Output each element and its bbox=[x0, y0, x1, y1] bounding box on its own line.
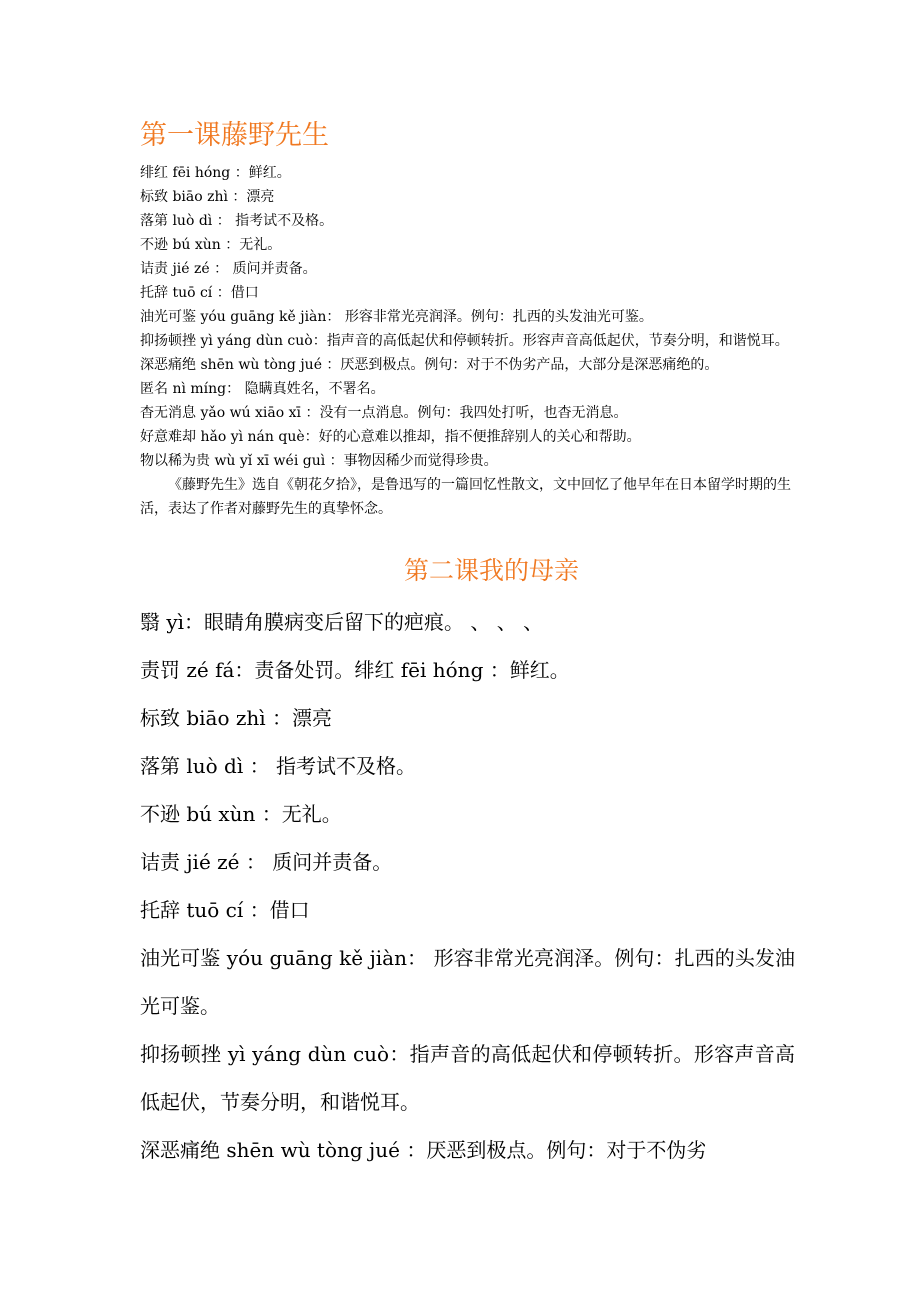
vocab-entry: 翳 yì：眼睛角膜病变后留下的疤痕。 、 、 、 bbox=[140, 610, 544, 634]
vocab-entry: 托辞 tuō cí ：借口 bbox=[140, 898, 310, 922]
vocab-entry: 落第 luò dì ： 指考试不及格。 bbox=[140, 754, 416, 778]
vocab-entry: 绯红 fēi hóng ：鲜红。 bbox=[140, 165, 291, 181]
vocab-entry: 抑扬顿挫 yì yáng dùn cuò：指声音的高低起伏和停顿转折。形容声音高低起伏，节奏分明，和谐悦耳。 bbox=[140, 1042, 795, 1114]
vocab-entry: 诘责 jié zé ： 质问并责备。 bbox=[140, 850, 393, 874]
vocab-entry: 深恶痛绝 shēn wù tòng jué ：厌恶到极点。例句：对于不伪劣产品，大部分是深恶痛绝的。 bbox=[140, 357, 719, 373]
vocab-entry: 标致 biāo zhì ：漂亮 bbox=[140, 189, 275, 205]
vocab-entry: 匿名 nì míng： 隐瞒真姓名，不署名。 bbox=[140, 381, 385, 397]
lesson1-title: 第一课藤野先生 bbox=[140, 120, 329, 151]
lesson1-summary: 《藤野先生》选自《朝花夕拾》，是鲁迅写的一篇回忆性散文，文中回忆了他早年在日本留学时期的生活，表达了作者对藤野先生的真挚怀念。 bbox=[140, 477, 791, 517]
vocab-entry: 深恶痛绝 shēn wù tòng jué ：厌恶到极点。例句：对于不伪劣 bbox=[140, 1138, 707, 1162]
vocab-entry: 杳无消息 yǎo wú xiāo xī ：没有一点消息。例句：我四处打听，也杳无消息。 bbox=[140, 405, 628, 421]
lesson1-vocabulary bbox=[140, 161, 795, 521]
vocab-entry: 物以稀为贵 wù yǐ xī wéi guì ：事物因稀少而觉得珍贵。 bbox=[140, 453, 498, 469]
vocab-entry: 标致 biāo zhì ：漂亮 bbox=[140, 706, 333, 730]
vocab-entry: 托辞 tuō cí ：借口 bbox=[140, 285, 259, 301]
vocab-entry: 油光可鉴 yóu guāng kě jiàn： 形容非常光亮润泽。例句：扎西的头发油光可鉴。 bbox=[140, 946, 795, 1018]
vocab-entry: 好意难却 hǎo yì nán què：好的心意难以推却，指不便推辞别人的关心和帮助。 bbox=[140, 429, 641, 445]
vocab-entry: 诘责 jié zé ： 质问并责备。 bbox=[140, 261, 317, 277]
vocab-entry: 抑扬顿挫 yì yáng dùn cuò：指声音的高低起伏和停顿转折。形容声音高低起伏，节奏分明，和谐悦耳。 bbox=[140, 333, 789, 349]
lesson2-title: 第二课我的母亲 bbox=[404, 556, 580, 585]
lesson2-vocabulary bbox=[140, 598, 795, 1174]
vocab-entry: 油光可鉴 yóu guāng kě jiàn： 形容非常光亮润泽。例句：扎西的头发油光可鉴。 bbox=[140, 309, 653, 325]
vocab-entry: 不逊 bú xùn ：无礼。 bbox=[140, 237, 282, 253]
vocab-entry: 不逊 bú xùn ：无礼。 bbox=[140, 802, 342, 826]
vocab-entry: 落第 luò dì ： 指考试不及格。 bbox=[140, 213, 334, 229]
vocab-entry: 责罚 zé fá：责备处罚。绯红 fēi hóng ：鲜红。 bbox=[140, 658, 570, 682]
